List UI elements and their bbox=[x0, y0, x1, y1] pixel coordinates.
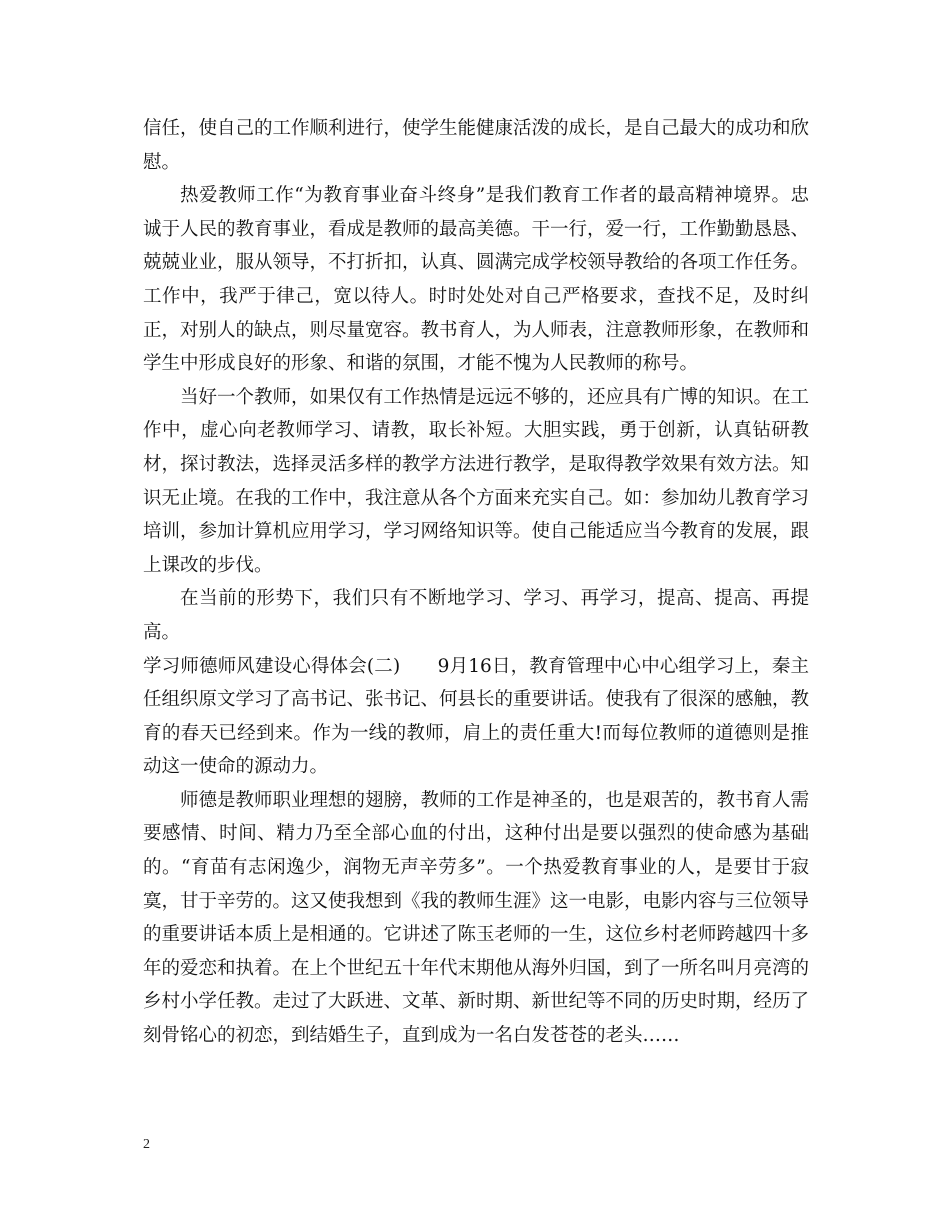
page-number: 2 bbox=[143, 1137, 150, 1152]
document-body bbox=[143, 112, 809, 1053]
paragraph-3: 当好一个教师，如果仅有工作热情是远远不够的，还应具有广博的知识。在工作中，虚心向老教师学习、请教，取长补短。大胆实践，勇于创新，认真钻研教材，探讨教法，选择灵活多样的教学方法进行教学，是取得教学效果有效方法。知识无止境。在我的工作中，我注意从各个方面来充实自己。如：参加幼儿教育学习培训，参加计算机应用学习，学习网络知识等。使自己能适应当今教育的发展，跟上课改的步伐。 bbox=[143, 386, 810, 576]
paragraph-1: 信任，使自己的工作顺利进行，使学生能健康活泼的成长，是自己最大的成功和欣慰。 bbox=[143, 118, 810, 173]
paragraph-4: 在当前的形势下，我们只有不断地学习、学习、再学习，提高、提高、再提高。 bbox=[143, 588, 809, 643]
paragraph-6: 师德是教师职业理想的翅膀，教师的工作是神圣的，也是艰苦的，教书育人需要感情、时间、精力乃至全部心血的付出，这种付出是要以强烈的使命感为基础的。“育苗有志闲逸少，润物无声辛劳多”。一个热爱教育事业的人，是要甘于寂寞，甘于辛劳的。这又使我想到《我的教师生涯》这一电影，电影内容与三位领导的重要讲话本质上是相通的。它讲述了陈玉老师的一生，这位乡村老师跨越四十多年的爱恋和执着。在上个世纪五十年代末期他从海外归国，到了一所名叫月亮湾的乡村小学任教。走过了大跃进、文革、新时期、新世纪等不同的历史时期，经历了刻骨铭心的初恋，到结婚生子，直到成为一名白发苍苍的老头…… bbox=[143, 789, 810, 1047]
paragraph-5: 学习师德师风建设心得体会(二) 9月16日，教育管理中心中心组学习上，秦主任组织原文学习了高书记、张书记、何县长的重要讲话。使我有了很深的感触，教育的春天已经到来。作为一线的教师，肩上的责任重大!而每位教师的道德则是推动这一使命的源动力。 bbox=[143, 655, 810, 778]
paragraph-2: 热爱教师工作“为教育事业奋斗终身”是我们教育工作者的最高精神境界。忠诚于人民的教育事业，看成是教师的最高美德。干一行，爱一行，工作勤勤恳恳、兢兢业业，服从领导，不打折扣，认真、圆满完成学校领导教给的各项工作任务。工作中，我严于律己，宽以待人。时时处处对自己严格要求，查找不足，及时纠正，对别人的缺点，则尽量宽容。教书育人，为人师表，注意教师形象，在教师和学生中形成良好的形象、和谐的氛围，才能不愧为人民教师的称号。 bbox=[143, 185, 810, 375]
